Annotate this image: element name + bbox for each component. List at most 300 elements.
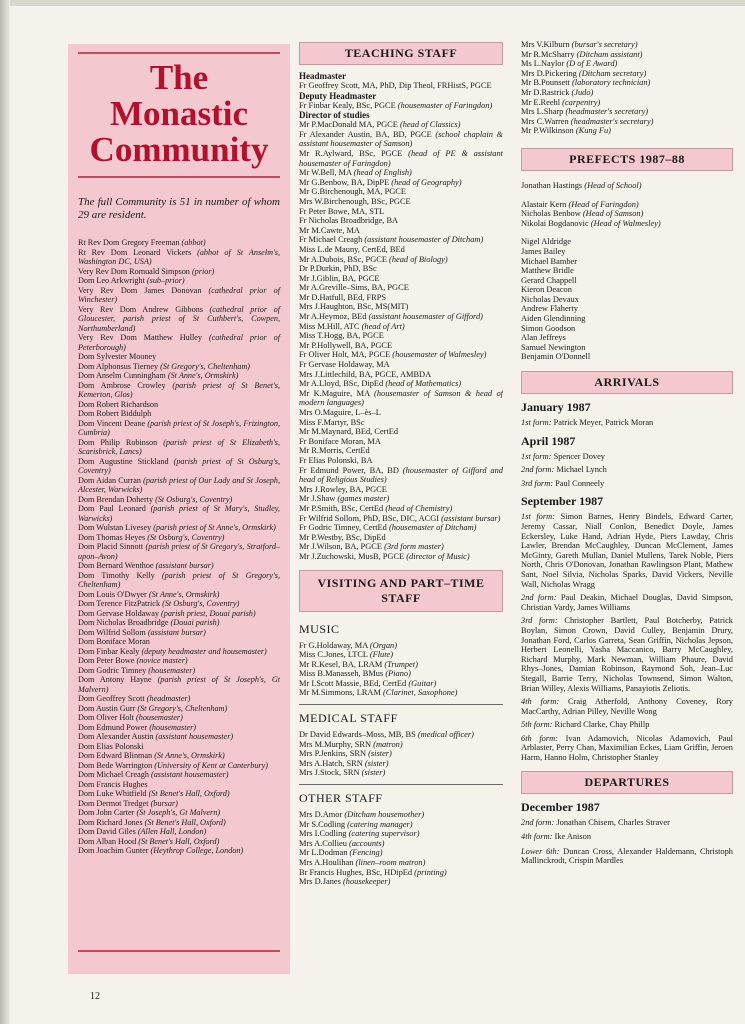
departures-month: December 1987 <box>521 799 600 814</box>
arrival-form-line <box>521 720 733 730</box>
community-member <box>78 305 280 334</box>
prefect-group <box>521 237 733 362</box>
prefect-entry <box>521 209 733 219</box>
entry-role: (St Benet's Hall, Oxford) <box>148 789 230 798</box>
entry-name: Dom Edmund Power <box>78 722 150 732</box>
entry-name: Mrs O.Maguire, L–ès–L <box>299 408 381 417</box>
community-member <box>78 751 280 761</box>
entry-name: Mr W.Bell, MA <box>299 168 354 178</box>
entry-name: Dom Thomas Heyes <box>78 532 148 542</box>
medical-staff-entry <box>299 768 503 778</box>
entry-name: Dom Augustine Stickland <box>78 456 174 466</box>
prefect-entry <box>521 219 733 229</box>
prefect-entry <box>521 276 733 286</box>
departure-form-line <box>521 818 733 828</box>
form-names: Paul Deakin, Michael Douglas, David Simpson, Christian Vardy, James Williams <box>521 593 733 612</box>
community-member <box>78 713 280 723</box>
teacher-entry <box>299 264 503 274</box>
entry-name: Rt Rev Dom Gregory Freeman <box>78 238 182 247</box>
community-member <box>78 704 280 714</box>
entry-role: (St Anne's, Ormskirk) <box>148 589 220 599</box>
entry-name: Benjamin O'Donnell <box>521 352 591 362</box>
entry-name: Mr J.Wilson, BA, PGCE <box>299 542 385 552</box>
entry-name: Mrs D.Pickering <box>521 68 579 78</box>
form-names: Patrick Meyer, Patrick Moran <box>553 418 654 428</box>
entry-name: Dom Leo Arkwright <box>78 276 147 285</box>
community-member <box>78 666 280 676</box>
entry-name: Rt Rev Dom Leonard Vickers <box>78 247 198 257</box>
entry-name: Br Francis Hughes, BSc, HDipEd <box>299 867 415 877</box>
community-member <box>78 400 280 410</box>
entry-name: Fr Peter Bowe, MA, STL <box>299 206 385 216</box>
entry-name: Dom Louis O'Dwyer <box>78 589 149 599</box>
entry-name: Dom Gervase Holdaway <box>78 608 161 618</box>
entry-role: (assistant bursar) <box>147 627 206 637</box>
entry-name: Mrs J.Haughton, BSc, MS(MIT) <box>299 302 409 312</box>
entry-name: Mr J.Shaw <box>299 494 338 504</box>
other-staff-entry <box>299 839 503 849</box>
community-member <box>78 723 280 733</box>
entry-name: Fr Geoffrey Scott, MA, PhD, Dip Theol, FRHistS, PGCE <box>299 81 492 90</box>
entry-name: Miss L.de Mauny, CertEd, BEd <box>299 244 405 254</box>
entry-name: Dom Luke Whitfield <box>78 789 149 798</box>
community-member <box>78 647 280 657</box>
entry-role: (carpentry) <box>562 97 601 107</box>
entry-role: (Ditcham housemother) <box>344 810 425 820</box>
music-staff-list <box>299 641 503 699</box>
form-names: Richard Clarke, Chay Phillp <box>554 720 650 730</box>
entry-role: (Allen Hall, London) <box>137 827 207 836</box>
entry-name: Dom Geoffrey Scott <box>78 694 147 703</box>
other-staff-list-continued <box>521 40 733 136</box>
entry-name: Alastair Kern <box>521 199 569 209</box>
entry-name: Nicholas Benbow <box>521 209 583 219</box>
community-member <box>78 381 280 400</box>
title-line: The <box>149 58 209 97</box>
community-member <box>78 770 280 780</box>
entry-name: Mr R.Morris, CertEd <box>299 446 370 456</box>
entry-name: Miss B.Manasseh, BMus <box>299 669 386 679</box>
visiting-staff-heading: VISITING AND PART–TIME STAFF <box>299 570 503 612</box>
entry-name: Dom Oliver Holt <box>78 713 136 722</box>
entry-role: (Trumpet) <box>384 659 418 669</box>
medical-staff-entry <box>299 730 503 740</box>
teacher-entry <box>299 283 503 293</box>
entry-name: Dom Anselm Cunningham <box>78 371 168 380</box>
entry-role: (head of Art) <box>361 321 405 331</box>
entry-role: (St Osburg's, Coventry) <box>162 599 240 608</box>
entry-role: (Clarinet, Saxophone) <box>383 688 458 698</box>
arrivals-list <box>521 400 733 763</box>
form-names: Jonathan Chisem, Charles Straver <box>556 817 670 827</box>
entry-role: (medical officer) <box>417 730 474 740</box>
entry-name: Mr A.Lloyd, BSc, DipEd <box>299 379 386 389</box>
community-member <box>78 637 280 647</box>
entry-role: (abbot) <box>181 238 206 247</box>
entry-role: (laboratory technician) <box>571 78 651 88</box>
departures-list <box>521 818 733 866</box>
entry-name: Dom Brendan Doherty <box>78 494 156 504</box>
teacher-entry <box>299 418 503 428</box>
teacher-entry <box>299 81 503 91</box>
entry-role: (assistant housemaster of Gifford) <box>368 312 483 322</box>
entry-name: Dom Robert Biddulph <box>78 409 152 418</box>
entry-name: Dom Philip Robinson <box>78 437 164 447</box>
teacher-entry <box>299 437 503 447</box>
music-heading: MUSIC <box>299 621 340 636</box>
form-label: 4th form: <box>521 832 555 842</box>
entry-role: (housemaster) <box>149 722 197 732</box>
teacher-entry <box>299 350 503 360</box>
prefect-entry <box>521 266 733 276</box>
entry-name: Dom Elias Polonski <box>78 741 144 751</box>
other-staff-entry <box>521 69 733 79</box>
entry-name: Mr A.Heymoz, BEd <box>299 312 369 322</box>
entry-role: (Piano) <box>385 669 411 679</box>
entry-name: Dom Finbar Kealy <box>78 646 142 656</box>
form-names: Paul Conneely <box>555 478 605 488</box>
entry-name: Dom David Giles <box>78 827 138 836</box>
entry-name: Dom Terence FitzPatrick <box>78 599 163 608</box>
community-member <box>78 561 280 571</box>
entry-name: Mr G.Benbow, BA, DipPE <box>299 177 392 187</box>
entry-name: Samuel Newington <box>521 342 586 352</box>
community-member <box>78 419 280 438</box>
entry-role: (Kung Fu) <box>575 126 611 136</box>
entry-role: (head of Geography) <box>391 177 462 187</box>
other-staff-entry <box>299 848 503 858</box>
teacher-entry <box>299 101 503 111</box>
entry-name: Fr Gervase Holdaway, MA <box>299 360 390 370</box>
entry-name: Fr Alexander Austin, BA, BD, PGCE <box>299 129 436 139</box>
page-number: 12 <box>90 991 100 1002</box>
entry-name: Mr A.Greville–Sims, BA, PGCE <box>299 283 409 293</box>
entry-name: Very Rev Dom Romuald Simpson <box>78 266 192 276</box>
entry-name: Nicholas Devaux <box>521 294 579 304</box>
entry-name: Very Rev Dom James Donovan <box>78 285 209 295</box>
entry-role: (director of Music) <box>406 551 470 561</box>
other-staff-entry <box>521 40 733 50</box>
entry-name: Dom Robert Richardson <box>78 399 159 409</box>
entry-role: (housemaster) <box>148 665 196 675</box>
entry-name: Miss M.Hill, ATC <box>299 321 362 331</box>
entry-name: Mr S.Codling <box>299 819 348 829</box>
entry-role: (catering supervisor) <box>348 829 420 839</box>
entry-role: (headmaster's secretary) <box>570 116 654 126</box>
prefects-heading: PREFECTS 1987–88 <box>521 148 733 171</box>
form-label: 2nd form: <box>521 593 561 603</box>
entry-name: Dom Dermot Tredget <box>78 798 151 808</box>
prefect-entry <box>521 324 733 334</box>
form-names: Ike Anison <box>554 832 592 842</box>
entry-role: (abbot of St Anselm's, Washington DC, USA) <box>78 247 280 266</box>
teacher-entry <box>299 446 503 456</box>
entry-name: Mr B.Pounsett <box>521 78 572 88</box>
entry-role: (head of Biology) <box>389 254 448 264</box>
entry-role: (head of English) <box>353 168 412 178</box>
teacher-entry <box>299 302 503 312</box>
community-member <box>78 504 280 523</box>
teacher-entry <box>299 408 503 418</box>
form-label: 1st form: <box>521 512 561 522</box>
entry-name: Mr I.Scott Massie, BEd, CertEd <box>299 678 409 688</box>
entry-name: Very Rev Dom Matthew Hulley <box>78 333 209 342</box>
community-member <box>78 238 280 248</box>
teacher-entry <box>299 360 503 370</box>
teacher-entry <box>299 178 503 188</box>
entry-name: Michael Bamber <box>521 256 578 266</box>
teaching-staff-list <box>299 71 503 562</box>
entry-name: Mr P.Wilkinson <box>521 126 576 136</box>
community-member <box>78 523 280 533</box>
entry-name: Mr J.Giblin, BA, PGCE <box>299 273 380 283</box>
entry-name: Dom Bernard Wenthoe <box>78 561 156 570</box>
other-staff-entry <box>521 98 733 108</box>
entry-role: (head of Chemistry) <box>385 503 453 513</box>
entry-name: Dom Bede Warrington <box>78 760 155 770</box>
entry-role: (school chaplain & assistant housemaster of Samson) <box>299 129 503 149</box>
entry-name: Mr L.Dodman <box>299 848 350 858</box>
medical-staff-entry <box>299 740 503 750</box>
entry-role: (parish priest of St Gregory's, Cheltenham) <box>78 570 280 589</box>
teacher-entry <box>299 379 503 389</box>
form-names: Craig Atherfold, Anthony Coveney, Rory MacCarthy, Adrian Pilley, Neville Wong <box>521 697 733 716</box>
teacher-entry <box>299 312 503 322</box>
entry-role: (cathedral prior of Winchester) <box>78 285 281 304</box>
entry-name: Mr A.Dubois, BSc, PGCE <box>299 254 390 264</box>
form-names: Duncan Cross, Alexander Haldemann, Christoph Mallinckrodt, Crispin Mardles <box>521 846 733 866</box>
staff-role-heading: Deputy Headmaster <box>299 90 377 101</box>
other-staff-heading: OTHER STAFF <box>299 791 383 806</box>
arrival-form-line <box>521 697 733 716</box>
entry-role: (Guitar) <box>408 678 437 688</box>
other-staff-entry <box>299 868 503 878</box>
title-line: Community <box>89 130 269 169</box>
medical-staff-list <box>299 730 503 778</box>
entry-name: Alan Jeffreys <box>521 333 566 343</box>
entry-role: (head of Classics) <box>399 120 461 130</box>
entry-role: (Organ) <box>369 640 398 650</box>
entry-name: Dom Sylvester Mooney <box>78 352 157 361</box>
teacher-entry <box>299 533 503 543</box>
entry-name: Dom Alexander Austin <box>78 732 156 741</box>
other-staff-entry <box>299 829 503 839</box>
entry-name: Mr R.Aylward, BSc, PGCE <box>299 148 409 158</box>
entry-name: Mr D.Rastrick <box>521 87 572 97</box>
teacher-entry <box>299 168 503 178</box>
entry-name: Mr P.MacDonald MA, PGCE <box>299 120 400 130</box>
teacher-entry <box>299 494 503 504</box>
entry-role: (matron) <box>373 739 403 749</box>
entry-name: Mr M.Cawte, MA <box>299 225 360 235</box>
teaching-staff-heading: TEACHING STAFF <box>299 42 503 65</box>
entry-role: (housemaster of Gifford and head of Religious Studies) <box>299 465 503 485</box>
entry-name: Miss C.Jones, LTCL <box>299 650 370 660</box>
arrival-form-line <box>521 616 733 693</box>
community-member <box>78 267 280 277</box>
right-column <box>521 40 733 985</box>
page <box>10 6 745 1024</box>
form-label: 6th form: <box>521 733 566 743</box>
prefect-group <box>521 200 733 229</box>
teacher-entry <box>299 331 503 341</box>
entry-role: (assistant bursar) <box>441 513 501 523</box>
entry-name: Mr P.Westby, BSc, DipEd <box>299 532 386 542</box>
entry-role: (University of Kent at Canterbury) <box>154 760 268 770</box>
entry-role: (assistant housemaster of Ditcham) <box>364 235 484 245</box>
other-staff-list <box>299 810 503 887</box>
community-member <box>78 371 280 381</box>
entry-role: (Head of Faringdon) <box>568 199 639 209</box>
entry-role: (prior) <box>191 266 215 276</box>
form-names: Simon Barnes, Henry Bindels, Edward Carter, Jeremy Cassar, Niall Conlon, Benedict Doyle, James Eckersley, Luke Hand, Adrian Hyde, Piers Lawday, Chris Lawler, Brendan McCaughley, Duncan McClement, James McGinty, Gareth Mullan, Daniel Mullens, Tarek Noble, Piers North, Chris O'Donovan, Jonathan Rawlingson Plant, Mathew Sant, Noel Silvia, Nicholas Sparks, David Vickers, Neville Wall, Nicholas Wragg <box>521 512 733 589</box>
entry-name: Miss F.Martyr, BSc <box>299 417 365 427</box>
other-staff-entry <box>521 88 733 98</box>
teacher-entry <box>299 226 503 236</box>
community-member <box>78 808 280 818</box>
entry-name: Dom Timothy Kelly <box>78 570 162 580</box>
entry-name: Dr P.Durkin, PhD, BSc <box>299 264 377 274</box>
prefect-entry <box>521 333 733 343</box>
entry-role: (parish priest of St Anne's, Ormskirk) <box>153 523 276 532</box>
prefect-entry <box>521 257 733 267</box>
community-member <box>78 628 280 638</box>
teacher-entry <box>299 341 503 351</box>
entry-role: (assistant bursar) <box>155 561 214 570</box>
prefect-entry <box>521 295 733 305</box>
entry-role: (Fencing) <box>349 848 383 858</box>
other-staff-entry <box>299 858 503 868</box>
entry-name: Dom Richard Jones <box>78 817 145 827</box>
entry-name: Fr Godric Timney, CertEd <box>299 523 389 533</box>
entry-name: Nigel Aldridge <box>521 237 572 247</box>
teacher-entry <box>299 130 503 149</box>
community-member <box>78 590 280 600</box>
prefect-entry <box>521 285 733 295</box>
entry-name: Mrs J.Stock, SRN <box>299 768 362 778</box>
entry-role: (sister) <box>361 768 386 778</box>
arrivals-heading: ARRIVALS <box>521 371 733 394</box>
prefect-entry <box>521 237 733 247</box>
entry-role: (parish priest, Douai parish) <box>161 608 256 618</box>
entry-role: (housemaster of Samson & head of modern languages) <box>299 388 503 408</box>
entry-name: Gerard Chappell <box>521 275 577 285</box>
entry-role: (housemaster) <box>136 713 183 722</box>
entry-name: Mr K.Maguire, MA <box>299 388 375 398</box>
community-members-list <box>68 238 290 856</box>
entry-role: (parish priest of St Joseph's, Gt Malvern) <box>78 675 281 694</box>
medical-heading: MEDICAL STAFF <box>299 711 398 726</box>
entry-role: (linen–room matron) <box>355 858 426 867</box>
entry-role: (headmaster) <box>146 694 191 703</box>
entry-role: (Judo) <box>571 87 594 97</box>
prefect-group <box>521 181 733 191</box>
book-spine <box>0 0 10 1024</box>
entry-name: Mr E.Reehl <box>521 97 563 107</box>
entry-name: Dom John Carter <box>78 808 137 817</box>
arrival-form-line <box>521 734 733 763</box>
entry-name: Aiden Glendinning <box>521 314 586 324</box>
community-member <box>78 827 280 837</box>
entry-name: Mr J.Zuchowski, MusB, PGCE <box>299 551 407 561</box>
arrival-form-line <box>521 593 733 612</box>
form-label: Lower 6th: <box>521 846 564 856</box>
staff-role-heading: Headmaster <box>299 71 346 81</box>
entry-name: Dom Antony Hayne <box>78 675 158 684</box>
entry-name: Mrs D.Amor <box>299 810 345 820</box>
page-title <box>68 60 290 168</box>
entry-name: Dom Joachim Gunter <box>78 846 151 855</box>
entry-role: (sister) <box>364 758 389 768</box>
prefects-list <box>521 181 733 362</box>
teaching-staff-column <box>299 42 503 982</box>
community-member <box>78 542 280 561</box>
teacher-entry <box>299 370 503 380</box>
entry-role: (sister) <box>368 749 392 759</box>
entry-name: Fr Boniface Moran, MA <box>299 436 381 446</box>
entry-role: (Head of Samson) <box>582 209 644 219</box>
entry-role: (Ditcham secretary) <box>578 68 647 78</box>
teacher-entry <box>299 456 503 466</box>
teacher-entry <box>299 523 503 533</box>
community-member <box>78 675 280 694</box>
entry-name: James Bailey <box>521 246 566 256</box>
teacher-entry <box>299 504 503 514</box>
form-names: Spencer Dovey <box>553 451 605 461</box>
teacher-entry <box>299 255 503 265</box>
entry-name: Mrs W.Birchenough, BSc, PGCE <box>299 196 411 206</box>
entry-role: (deputy headmaster and housemaster) <box>141 646 267 656</box>
community-intro: The full Community is 51 in number of whom 29 are resident. <box>78 196 280 221</box>
teacher-entry <box>299 389 503 408</box>
entry-name: Mr M.Maynard, BEd, CertEd <box>299 427 399 437</box>
community-member <box>78 599 280 609</box>
music-staff-entry <box>299 641 503 651</box>
entry-role: (Head of Walmesley) <box>590 218 661 228</box>
prefect-entry <box>521 247 733 257</box>
entry-name: Mrs J.Littlechild, BA, PGCE, AMBDA <box>299 369 432 379</box>
monastic-community-panel <box>68 44 290 974</box>
music-staff-entry <box>299 688 503 698</box>
music-staff-entry <box>299 679 503 689</box>
community-member <box>78 352 280 362</box>
entry-name: Mr R.Kesel, BA, LRAM <box>299 659 385 669</box>
other-staff-entry <box>521 126 733 136</box>
teacher-entry <box>299 552 503 562</box>
entry-role: (head of Mathematics) <box>385 379 462 389</box>
other-staff-entry <box>521 50 733 60</box>
entry-role: (assistant housemaster) <box>155 732 234 741</box>
entry-name: Dom Aidan Curran <box>78 475 144 485</box>
entry-role: (St Osburg's, Coventry) <box>147 532 225 542</box>
entry-role: (St Gregory's, Cheltenham) <box>137 703 228 713</box>
arrival-form-line <box>521 512 733 589</box>
entry-name: Nikolai Bogdanovic <box>521 218 591 228</box>
entry-role: (3rd form master) <box>384 542 444 552</box>
community-member <box>78 846 280 856</box>
entry-name: Dom Godric Timney <box>78 665 149 675</box>
community-member <box>78 780 280 790</box>
entry-name: Matthew Bridle <box>521 266 574 276</box>
entry-name: Dom Edward Blinman <box>78 751 155 760</box>
entry-name: Mrs A.Hatch, SRN <box>299 758 365 768</box>
entry-role: (housemaster of Walmesley) <box>392 350 487 360</box>
prefect-entry <box>521 343 733 353</box>
community-member <box>78 742 280 752</box>
entry-name: Dom Wilfrid Sollom <box>78 627 148 637</box>
entry-role: (parish priest of St Mary's, Studley, Warwicks) <box>78 504 280 523</box>
prefect-entry <box>521 352 733 362</box>
